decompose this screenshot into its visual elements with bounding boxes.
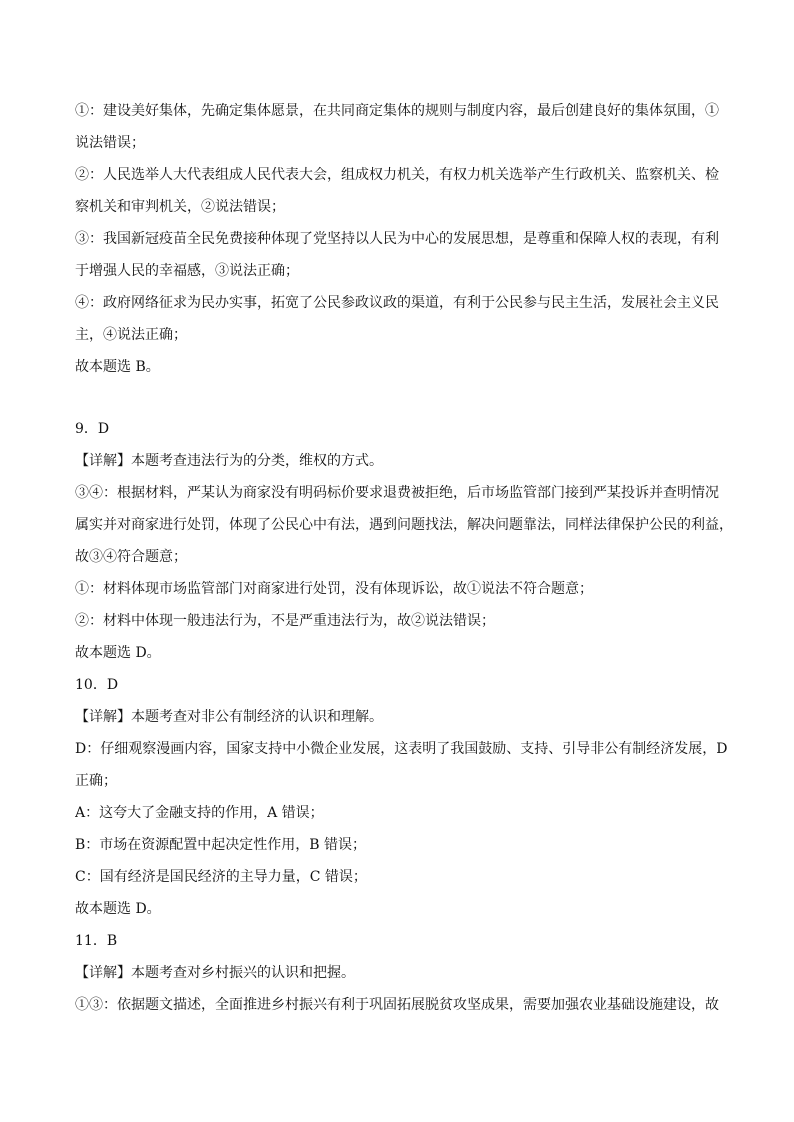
text-line: 故本题选 D。	[75, 901, 161, 917]
text-line: 【详解】本题考查对非公有制经济的认识和理解。	[75, 709, 383, 725]
text-line: D：仔细观察漫画内容，国家支持中小微企业发展，这表明了我国鼓励、支持、引导非公有制经济发展，D	[75, 741, 728, 757]
text-line: ①：材料体现市场监管部门对商家进行处罚，没有体现诉讼，故①说法不符合题意；	[75, 581, 593, 597]
question-number: 10．D	[75, 677, 119, 693]
text-line: 属实并对商家进行处罚，体现了公民心中有法，遇到问题找法，解决问题靠法，同样法律保护公民的利益，	[75, 517, 733, 533]
text-line: ②：人民选举人大代表组成人民代表大会，组成权力机关，有权力机关选举产生行政机关、监察机关、检	[75, 167, 719, 183]
text-line: ②：材料中体现一般违法行为，不是严重违法行为，故②说法错误；	[75, 613, 495, 629]
text-line: ①：建设美好集体，先确定集体愿景，在共同商定集体的规则与制度内容，最后创建良好的集体氛围，①	[75, 103, 719, 119]
text-line: B：市场在资源配置中起决定性作用，B 错误；	[75, 837, 367, 853]
text-line: 【详解】本题考查违法行为的分类，维权的方式。	[75, 453, 383, 469]
text-line: 故本题选 D。	[75, 645, 161, 661]
text-line: 故本题选 B。	[75, 359, 160, 375]
text-line: 于增强人民的幸福感，③说法正确；	[75, 263, 299, 279]
text-line: A：这夸大了金融支持的作用，A 错误；	[75, 805, 324, 821]
text-line: 察机关和审判机关，②说法错误；	[75, 199, 285, 215]
text-line: ④：政府网络征求为民办实事，拓宽了公民参政议政的渠道，有利于公民参与民主生活，发展社会主义民	[75, 295, 719, 311]
text-line: 【详解】本题考查对乡村振兴的认识和把握。	[75, 965, 355, 981]
text-line: ③④：根据材料，严某认为商家没有明码标价要求退费被拒绝，后市场监管部门接到严某投诉并查明情况	[75, 485, 719, 501]
text-line: 主，④说法正确；	[75, 327, 187, 343]
question-number: 11．B	[75, 933, 118, 949]
text-line: C：国有经济是国民经济的主导力量，C 错误；	[75, 869, 367, 885]
text-line: 正确；	[75, 773, 117, 789]
question-number: 9．D	[75, 421, 110, 437]
text-line: ③：我国新冠疫苗全民免费接种体现了党坚持以人民为中心的发展思想，是尊重和保障人权的表现，有利	[75, 231, 719, 247]
text-line: ①③：依据题文描述，全面推进乡村振兴有利于巩固拓展脱贫攻坚成果，需要加强农业基础设施建设，故	[75, 997, 719, 1013]
text-line: 故③④符合题意；	[75, 549, 187, 565]
text-line: 说法错误；	[75, 135, 145, 151]
